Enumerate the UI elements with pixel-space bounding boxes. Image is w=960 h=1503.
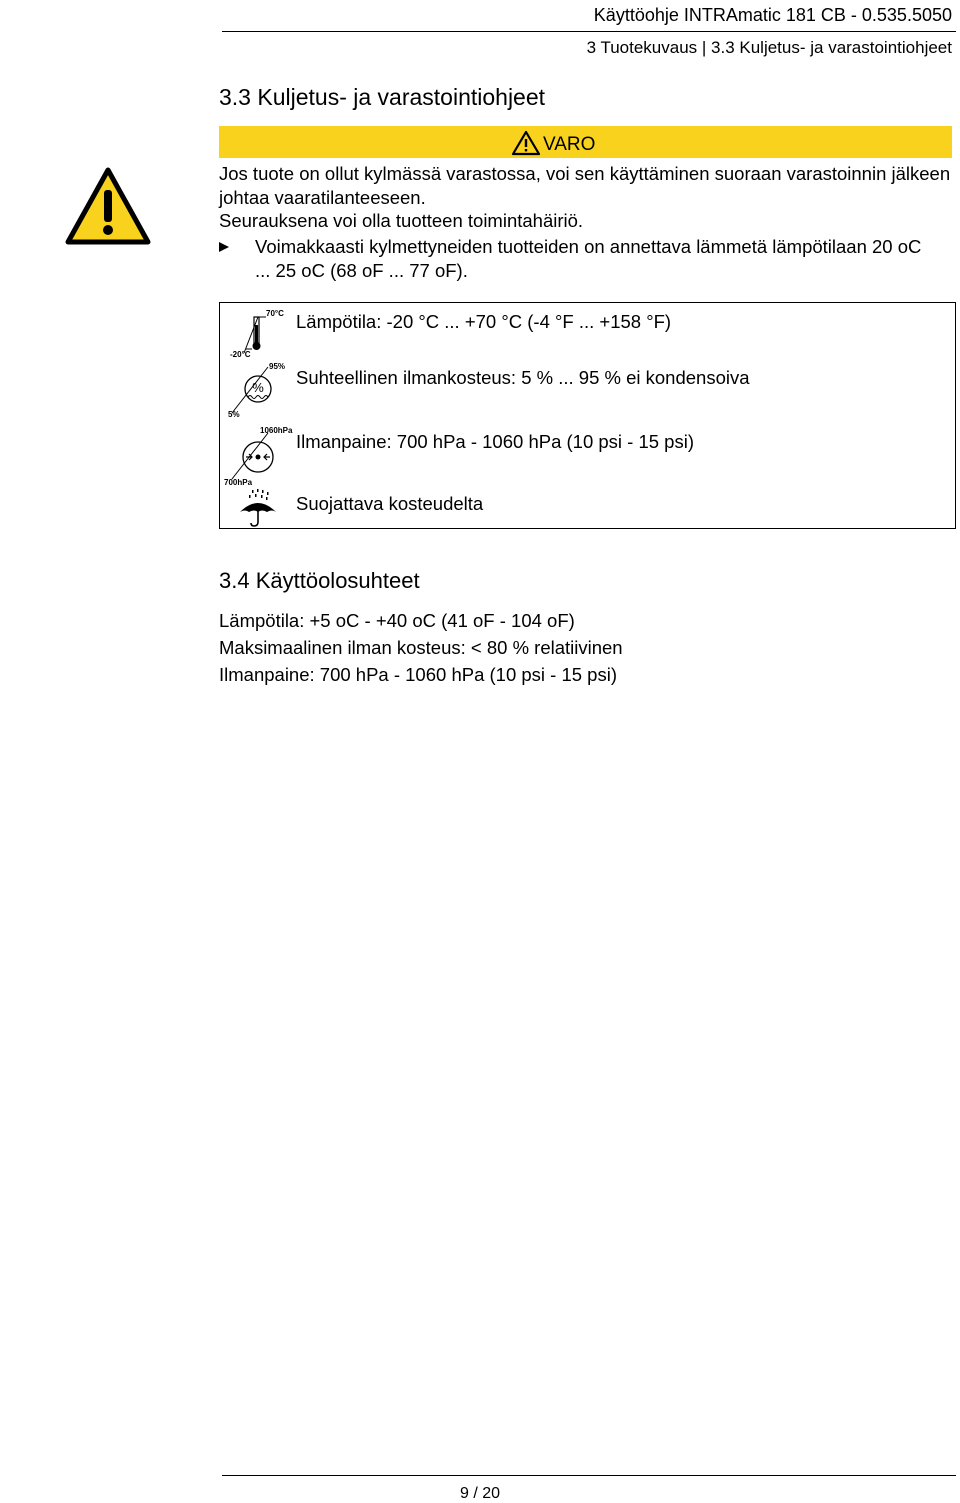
warning-triangle-icon: [64, 166, 152, 246]
storage-temperature-text: Lämpötila: -20 °C ... +70 °C (-4 °F ... +158 °F): [296, 311, 672, 332]
pressure-icon: [222, 425, 294, 487]
storage-moisture-text: Suojattava kosteudelta: [296, 493, 484, 514]
humidity-icon: [222, 361, 292, 419]
storage-conditions-box: [219, 302, 956, 529]
footer-divider: [222, 1475, 956, 1476]
storage-pressure-text: Ilmanpaine: 700 hPa - 1060 hPa (10 psi - 15 psi): [296, 431, 694, 452]
operating-temperature: Lämpötila: +5 oC - +40 oC (41 oF - 104 oF): [219, 610, 575, 631]
humidity-max-label: 95%: [269, 362, 286, 371]
warning-small-icon: [511, 130, 541, 156]
warning-consequence: Seurauksena voi olla tuotteen toimintahäiriö.: [219, 210, 584, 231]
thermometer-icon: [222, 305, 292, 361]
pressure-min-label: 700hPa: [224, 478, 253, 487]
page-number: 9 / 20: [459, 1485, 501, 1502]
warning-action-text: Voimakkaasti kylmettyneiden tuotteiden on annettava lämmetä lämpötilaan 20 oC ... 25 oC (68 oF ... 77 oF).: [255, 236, 922, 281]
warning-body: [219, 162, 952, 233]
storage-row-humidity: [220, 361, 955, 421]
warning-header-bar: [219, 126, 952, 158]
svg-text:%: %: [252, 380, 264, 395]
page-header: [586, 4, 952, 57]
bullet-triangle-icon: [219, 242, 229, 252]
warning-bold-text: Jos tuote on ollut kylmässä varastossa, voi sen käyttäminen suoraan varastoinnin jälkeen johtaa vaaratilanteeseen.: [219, 163, 951, 208]
breadcrumb: 3 Tuotekuvaus | 3.3 Kuljetus- ja varastointiohjeet: [586, 38, 952, 57]
storage-humidity-text: Suhteellinen ilmankosteus: 5 % ... 95 % ei kondensoiva: [296, 367, 750, 388]
storage-row-temperature: [220, 303, 955, 363]
pressure-max-label: 1060hPa: [260, 426, 293, 435]
document-title: Käyttöohje INTRAmatic 181 CB - 0.535.5050: [593, 5, 952, 25]
section-title-3-3: 3.3 Kuljetus- ja varastointiohjeet: [219, 84, 546, 110]
operating-conditions: [219, 607, 623, 688]
operating-humidity: Maksimaalinen ilman kosteus: < 80 % relatiivinen: [219, 637, 623, 658]
header-divider: [222, 31, 956, 32]
temp-min-label: -20°C: [230, 350, 251, 359]
operating-pressure: Ilmanpaine: 700 hPa - 1060 hPa (10 psi - 15 psi): [219, 664, 617, 685]
storage-row-moisture: [220, 485, 955, 527]
warning-action: [219, 235, 952, 282]
section-title-3-4: 3.4 Käyttöolosuhteet: [219, 568, 420, 593]
storage-row-pressure: [220, 421, 955, 485]
umbrella-icon: [222, 488, 292, 528]
temp-max-label: 70°C: [266, 309, 284, 318]
humidity-min-label: 5%: [228, 410, 240, 419]
warning-label: VARO: [543, 134, 596, 155]
